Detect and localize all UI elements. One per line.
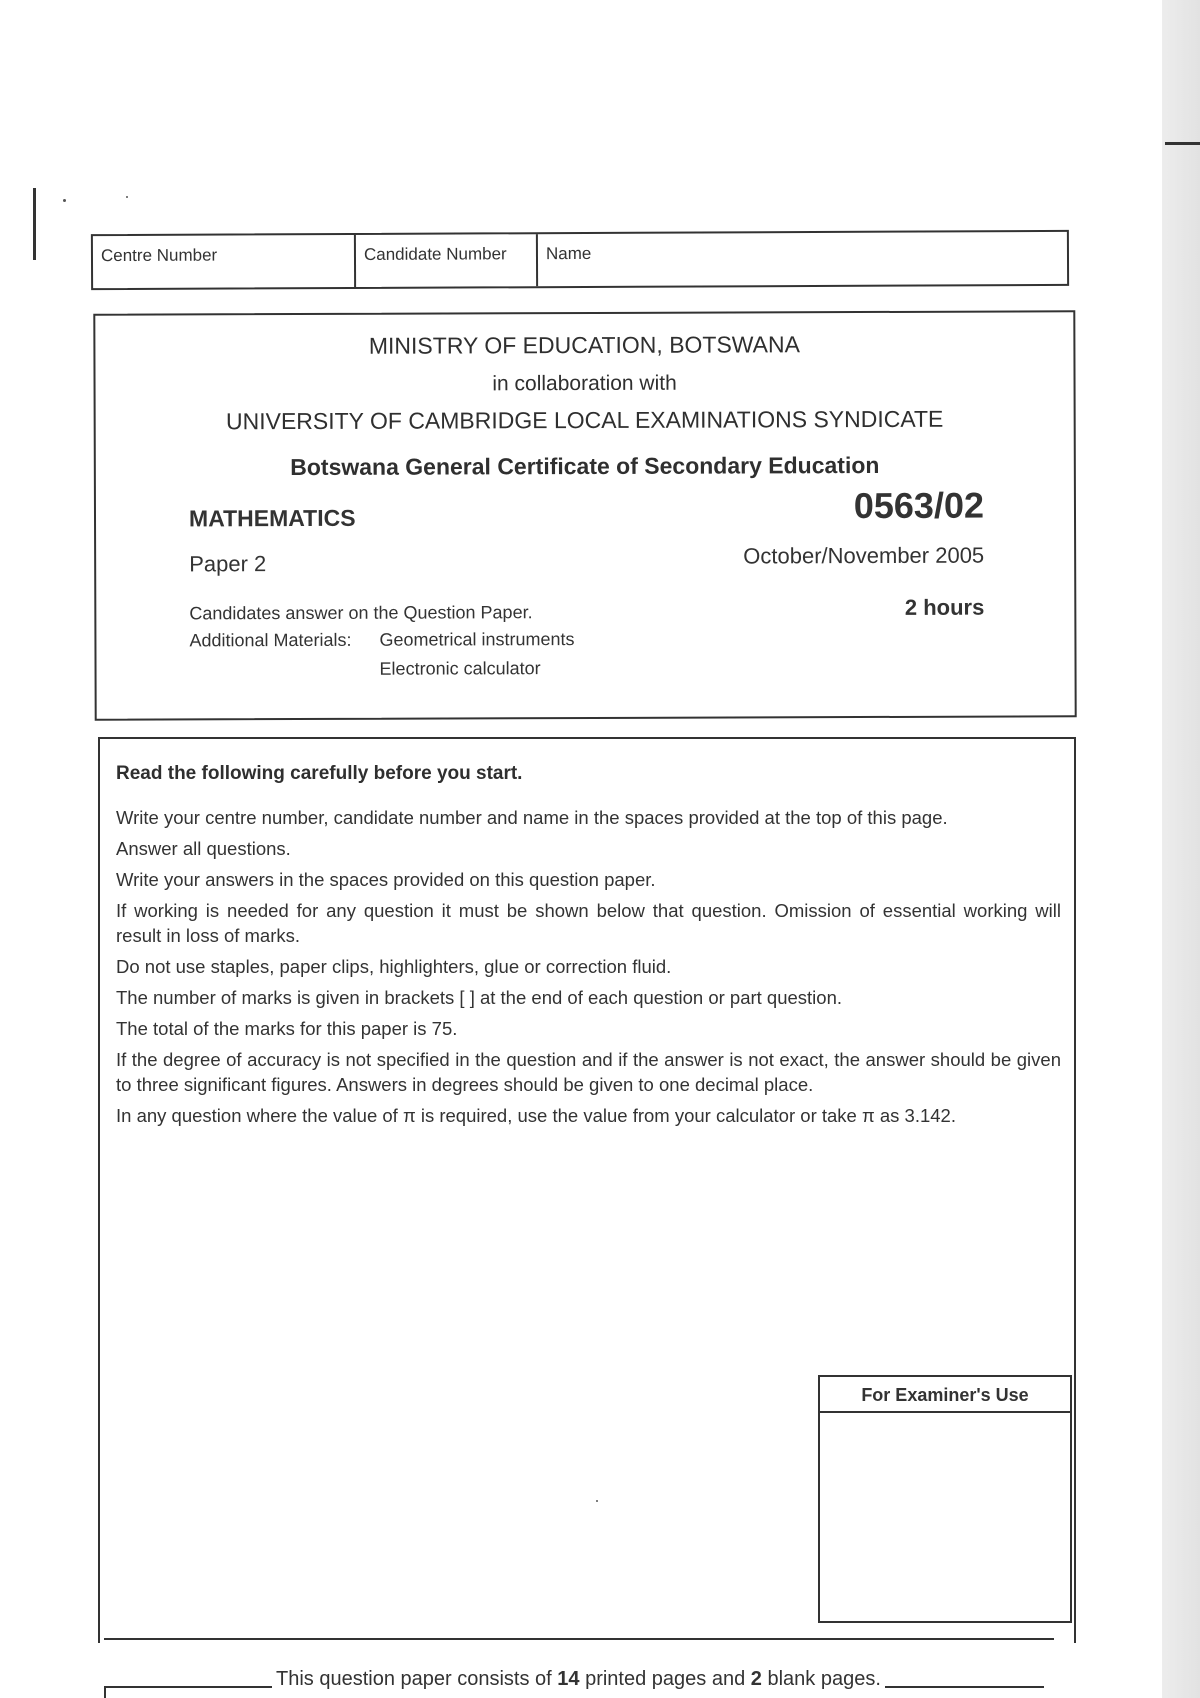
page-count-suffix: blank pages. — [767, 1668, 881, 1690]
instructions-list — [116, 805, 1061, 1134]
footer-rule-corner — [104, 1686, 106, 1698]
candidate-number-field[interactable] — [356, 234, 538, 287]
examiner-use-box — [818, 1375, 1072, 1623]
syndicate-heading: UNIVERSITY OF CAMBRIDGE LOCAL EXAMINATIONS SYNDICATE — [225, 405, 944, 435]
examiner-use-title: For Examiner's Use — [820, 1377, 1070, 1413]
material-item: Electronic calculator — [379, 658, 541, 679]
scan-edge — [1162, 0, 1200, 1698]
instruction-item: Do not use staples, paper clips, highlighters, glue or correction fluid. — [116, 956, 672, 977]
scan-speck — [126, 196, 128, 198]
paper-number: Paper 2 — [189, 551, 267, 577]
instruction-item: In any question where the value of π is required, use the value from your calculator or take π as 3.142. — [116, 1105, 956, 1126]
collaboration-line: in collaboration with — [492, 371, 677, 396]
instructions-bottom-rule — [104, 1638, 1054, 1640]
page-count-middle: printed pages and — [585, 1668, 746, 1690]
subject-title: MATHEMATICS — [188, 504, 356, 532]
scan-mark — [1165, 142, 1200, 145]
materials-label: Additional Materials: — [189, 629, 352, 651]
instruction-item: Write your answers in the spaces provided on this question paper. — [116, 869, 656, 890]
centre-number-label: Centre Number — [100, 245, 218, 266]
instruction-item: Write your centre number, candidate number and name in the spaces provided at the top of this page. — [116, 807, 948, 828]
scan-speck — [63, 199, 66, 202]
instructions-block — [98, 737, 1076, 1643]
additional-materials — [189, 629, 574, 688]
instruction-item: Answer all questions. — [116, 838, 291, 859]
scan-mark — [33, 188, 36, 260]
instruction-item: The total of the marks for this paper is 75. — [116, 1018, 458, 1039]
instructions-heading: Read the following carefully before you start. — [116, 763, 523, 784]
centre-number-field[interactable] — [93, 235, 356, 288]
material-item: Geometrical instruments — [379, 629, 575, 650]
candidate-details-table — [91, 230, 1069, 290]
exam-duration: 2 hours — [904, 594, 985, 620]
page-count-note — [272, 1668, 885, 1691]
name-field[interactable] — [538, 232, 1067, 286]
printed-page-count: 14 — [557, 1668, 580, 1690]
blank-page-count: 2 — [750, 1668, 762, 1690]
answer-note: Candidates answer on the Question Paper. — [189, 602, 533, 624]
certificate-title: Botswana General Certificate of Secondary Education — [290, 451, 880, 481]
name-label: Name — [545, 243, 592, 264]
page-count-prefix: This question paper consists of — [276, 1668, 552, 1690]
instruction-item: The number of marks is given in brackets [ ] at the end of each question or part question. — [116, 987, 843, 1008]
paper-code: 0563/02 — [853, 484, 985, 527]
candidate-number-label: Candidate Number — [363, 244, 507, 264]
ministry-heading: MINISTRY OF EDUCATION, BOTSWANA — [368, 331, 800, 359]
instruction-item: If the degree of accuracy is not specified in the question and if the answer is not exact, the answer should be given to three significant figures. Answers in degrees should be given to one decimal place. — [116, 1049, 1061, 1095]
instruction-item: If working is needed for any question it must be shown below that question. Omission of essential working will result in loss of marks. — [116, 900, 1061, 946]
materials-list — [379, 629, 574, 688]
exam-session: October/November 2005 — [743, 542, 985, 569]
exam-title-block — [93, 310, 1076, 720]
